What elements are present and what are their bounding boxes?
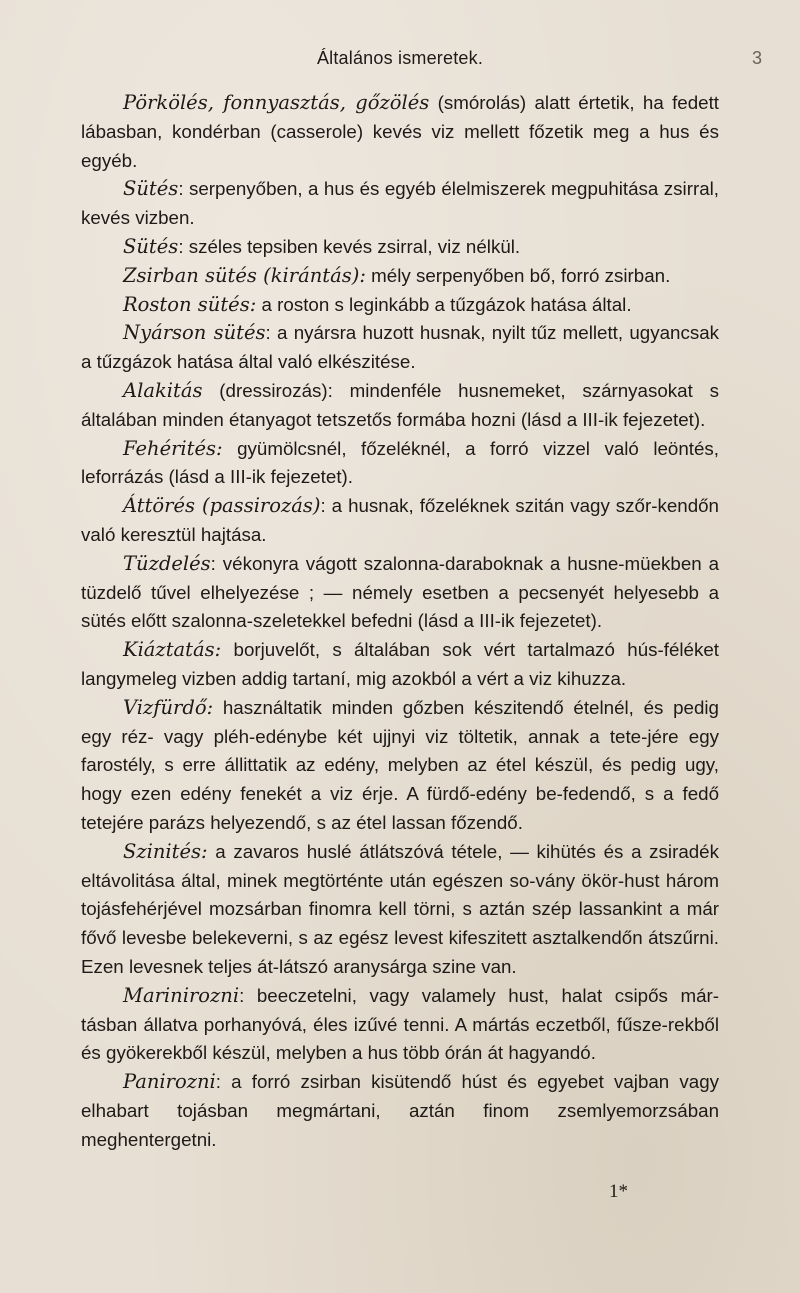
term: Szinités: bbox=[123, 839, 208, 863]
term: Roston sütés: bbox=[123, 292, 257, 316]
paragraph bbox=[81, 291, 719, 320]
definition: : széles tepsiben kevés zsirral, viz nélkül. bbox=[178, 235, 521, 257]
definition: : vékonyra vágott szalonna-daraboknak a husne-müekben a tüzdelő tűvel elhelyezése ; — némely esetben a pecsenyét helyesebb a sütés előtt szalonna-szeletekkel befedni (lásd a III-ik fejezetet). bbox=[81, 552, 719, 632]
paragraph bbox=[81, 175, 719, 233]
definition: mély serpenyőben bő, forró zsirban. bbox=[365, 264, 671, 286]
definition: gyümölcsnél, főzeléknél, a forró vizzel való leöntés, leforrázás (lásd a III-ik fejezetet). bbox=[81, 437, 719, 488]
definition: : a husnak, főzeléknek szitán vagy szőr-kendőn való keresztül hajtása. bbox=[81, 495, 719, 545]
term: Nyárson sütés bbox=[123, 321, 266, 345]
running-head: Általános ismeretek. bbox=[316, 48, 484, 68]
term: Sütés bbox=[123, 234, 179, 258]
paragraph bbox=[81, 550, 719, 636]
definition: (dressirozás): mindenféle husnemeket, szárnyasokat s általában minden étanyagot tetszetős formába hozni (lásd a III-ik fejezetet). bbox=[81, 379, 719, 430]
paragraph bbox=[81, 262, 719, 291]
term: Tüzdelés bbox=[123, 551, 211, 575]
term: Fehérités: bbox=[123, 436, 223, 460]
paragraph bbox=[81, 492, 719, 550]
term: Sütés bbox=[123, 177, 179, 201]
body-text bbox=[81, 89, 719, 1154]
definition: használtatik minden gőzben készitendő ételnél, és pedig egy réz- vagy pléh-edénybe két ujjnyi viz töltetik, annak a tete-jére egy farostély, s erre állittatik az edény, melyben az étel készül, és pedig ugy, hogy ezen edény fenekét a viz érje. A fürdő-edény be-fedendő, s a fedő tetejére parázs helyezendő, s az étel lassan főzendő. bbox=[81, 696, 719, 833]
paragraph bbox=[81, 377, 719, 435]
page-number: 3 bbox=[752, 48, 763, 68]
definition: : a nyársra huzott husnak, nyilt tűz mellett, ugyancsak a tűzgázok hatása által való elkészitése. bbox=[81, 322, 720, 373]
definition: : serpenyőben, a hus és egyéb élelmiszerek megpuhitása zsirral, kevés vizben. bbox=[81, 178, 719, 229]
term: Vizfürdő: bbox=[123, 695, 214, 719]
definition: a zavaros huslé átlátszóvá tétele, — kihütés és a zsiradék eltávolitása által, minek megtörténte után egészen so-vány ökör-hust három tojásfehérjével mozsárban finomra kell törni, s aztán szép lassankint a már fővő levesbe belekeverni, s az egész levest kifeszitett asztalkendőn átszűrni. Ezen levesnek teljes át-látszó aranysárga szine van. bbox=[81, 840, 719, 977]
paragraph bbox=[81, 694, 719, 838]
definition: (smórolás) alatt értetik, ha fedett lábasban, kondérban (casserole) kevés viz mellett főzetik meg a hus és egyéb. bbox=[81, 92, 720, 171]
term: Kiáztatás: bbox=[123, 638, 222, 662]
definition: : beeczetelni, vagy valamely hust, halat csipős már-tásban állatva porhanyóvá, éles izűvé tenni. A mártás eczetből, fűsze-rekből és gyökerekből készül, melyben a hus több órán át hagyandó. bbox=[81, 984, 719, 1064]
paragraph bbox=[81, 319, 719, 377]
definition: borjuvelőt, s általában sok vért tartalmazó hús-féléket langymeleg vizben addig tartaní, mig azokból a vért a viz kihuzza. bbox=[81, 639, 719, 689]
signature-mark: 1* bbox=[609, 1181, 628, 1202]
term: Pörkölés, fonnyasztás, gőzölés bbox=[123, 91, 430, 114]
term: Panirozni bbox=[123, 1070, 216, 1094]
paragraph bbox=[81, 982, 719, 1068]
paragraph bbox=[81, 1068, 719, 1154]
term: Zsirban sütés (kirántás): bbox=[123, 263, 366, 287]
term: Áttörés (passirozás) bbox=[123, 494, 321, 518]
page-header bbox=[0, 48, 800, 78]
term: Alakitás bbox=[123, 378, 203, 402]
paragraph bbox=[81, 89, 719, 175]
paragraph bbox=[81, 233, 719, 262]
term: Marinirozni bbox=[123, 983, 240, 1007]
paragraph bbox=[81, 636, 719, 694]
definition: : a forró zsirban kisütendő húst és egyebet vajban vagy elhabart tojásban megmártani, aztán finom zsemlyemorzsában meghentergetni. bbox=[81, 1071, 719, 1150]
paragraph bbox=[81, 838, 719, 982]
paragraph bbox=[81, 435, 719, 493]
definition: a roston s leginkább a tűzgázok hatása által. bbox=[256, 293, 632, 315]
